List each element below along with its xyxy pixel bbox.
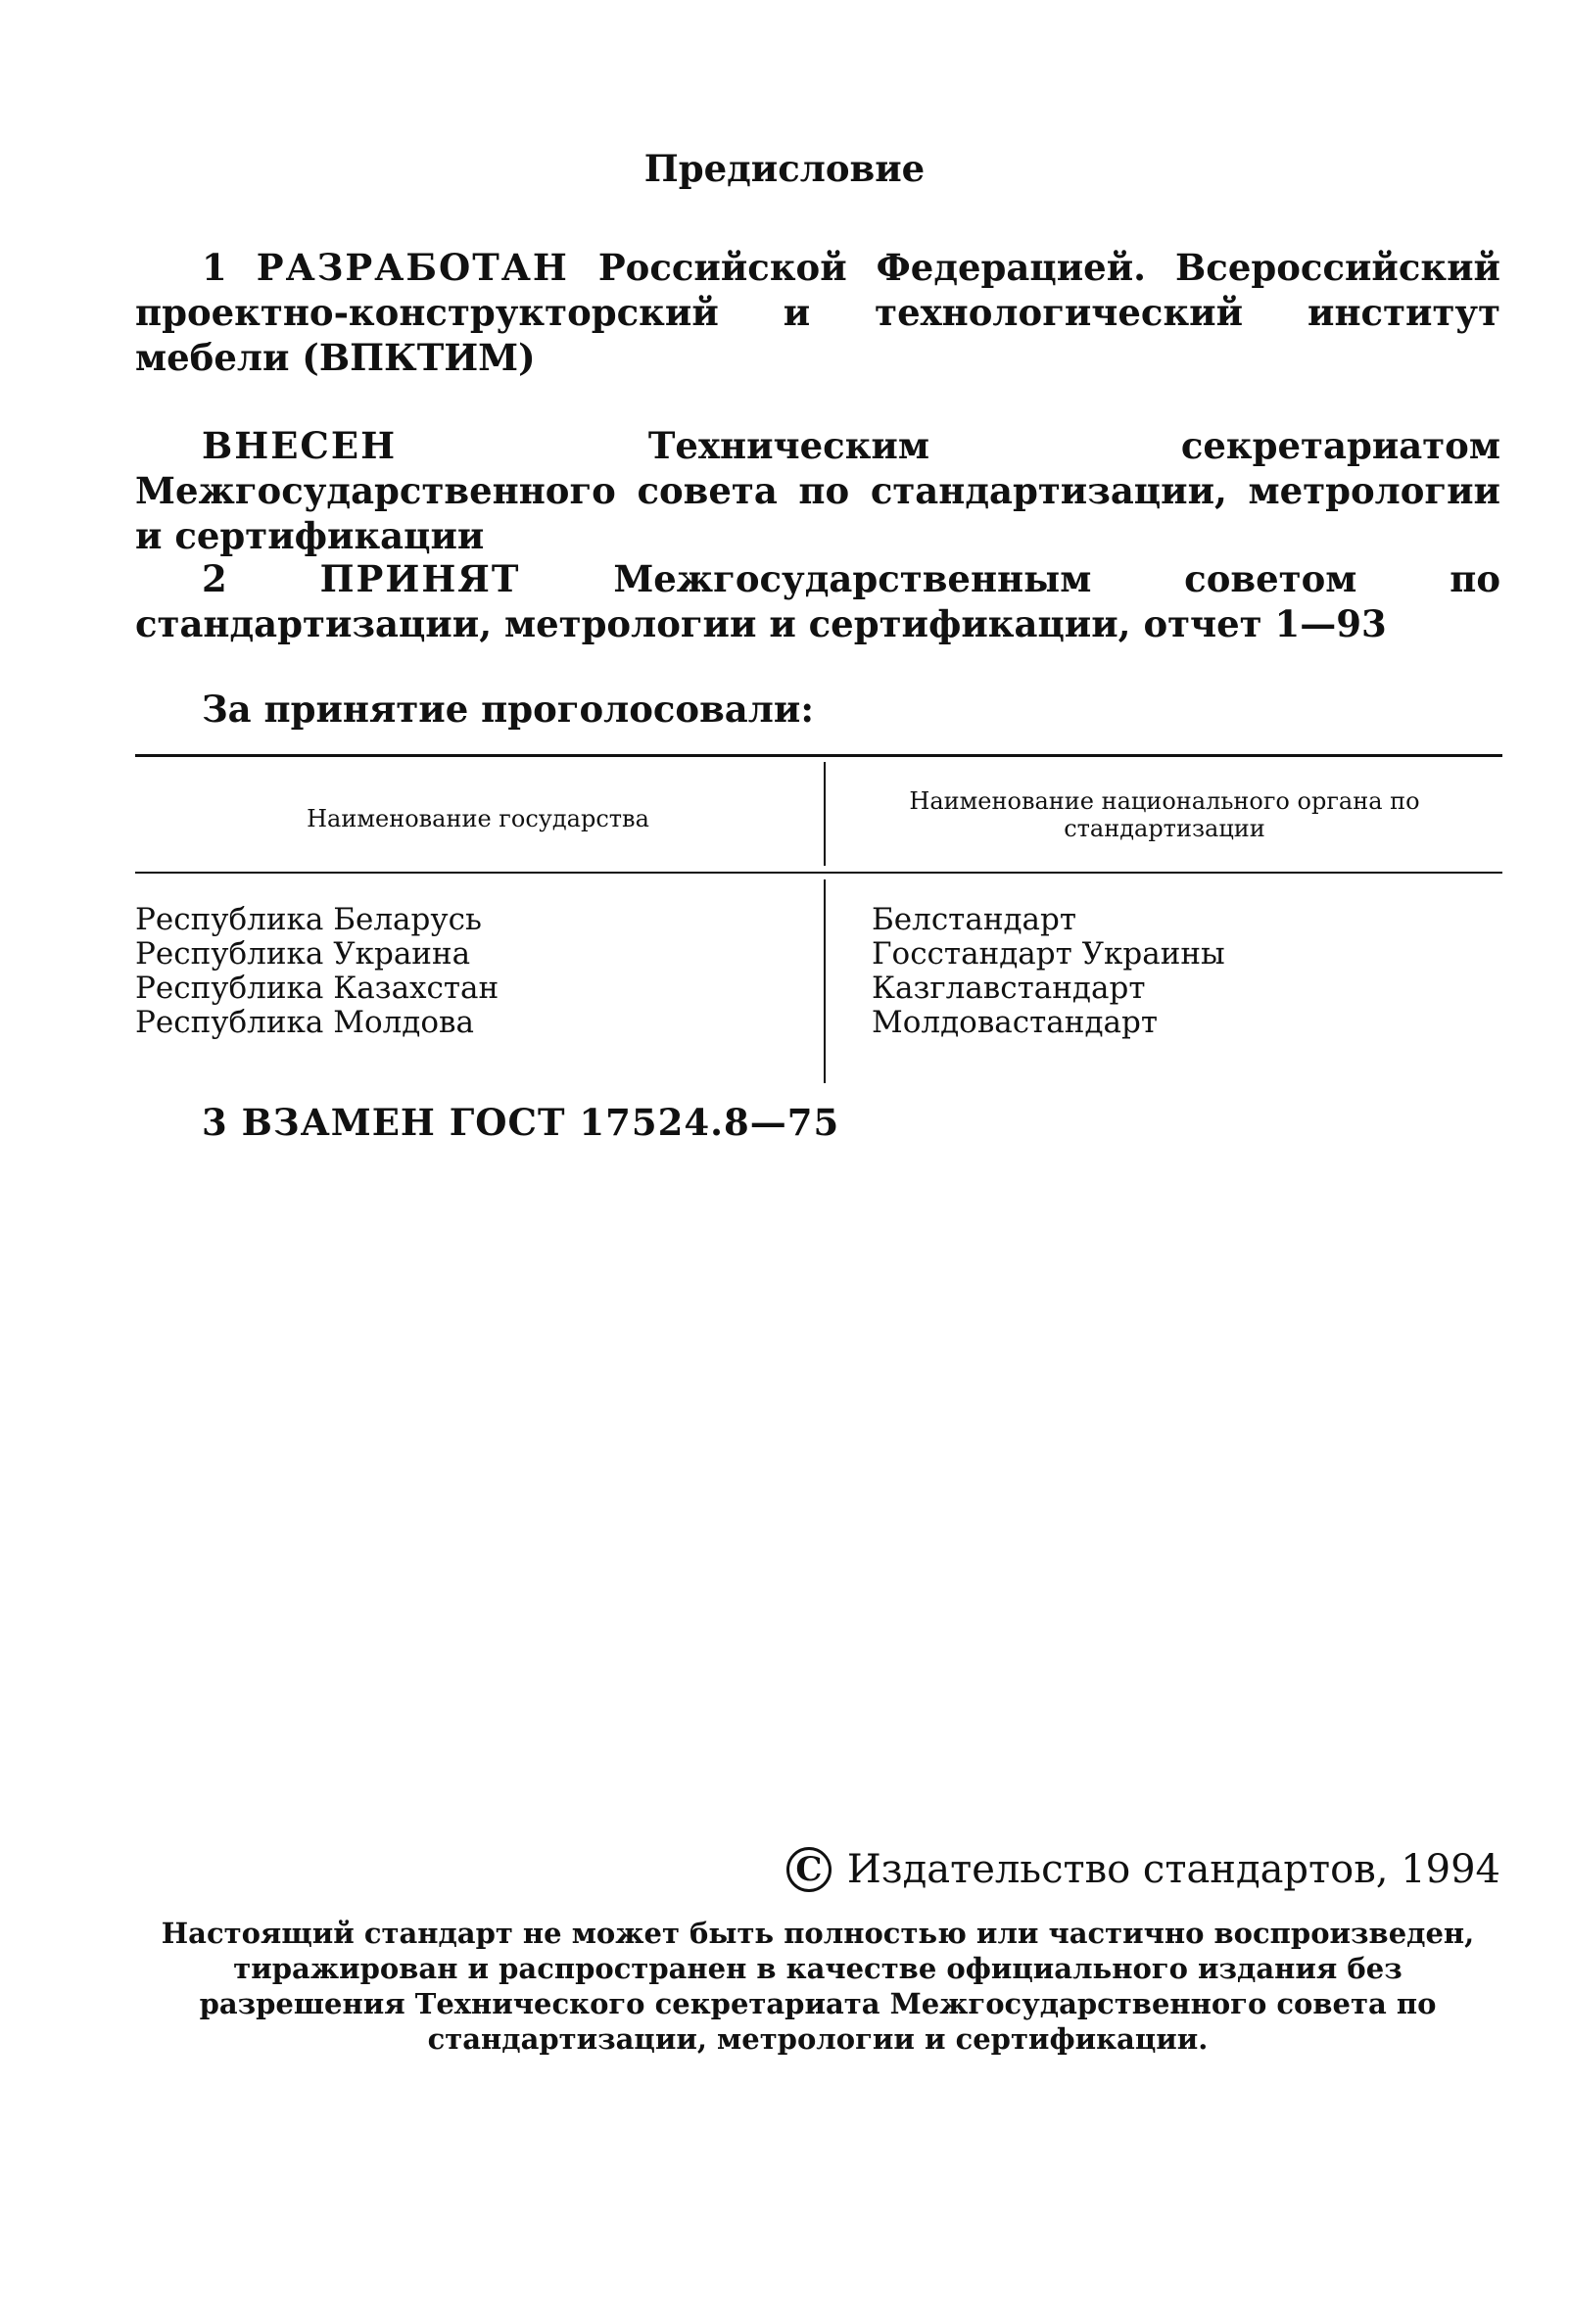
section-text: Техническим секретариатом Межгосударственного совета по стандартизации, метрологии и сертификации <box>135 424 1500 557</box>
section-text: Российской Федерацией. Всероссийский проектно-конструкторский и технологический институт мебели (ВПКТИМ) <box>135 246 1500 379</box>
copyright-icon: C <box>786 1847 832 1892</box>
table-top-rule <box>135 754 1502 757</box>
table-column-states <box>135 903 499 1040</box>
table-cell-body: Казглавстандарт <box>872 971 1146 1006</box>
section-number: 1 <box>202 246 227 289</box>
voting-table <box>135 754 1502 1083</box>
section-keyword: ВНЕСЕН <box>202 424 398 467</box>
copyright-line <box>786 1847 1500 1892</box>
section-text: ВЗАМЕН ГОСТ 17524.8—75 <box>241 1101 840 1144</box>
section-submitted <box>135 423 1500 558</box>
section-text: Межгосударственным советом по стандартизации, метрологии и сертификации, отчет 1—93 <box>135 557 1500 645</box>
section-number: 2 <box>202 557 227 600</box>
section-keyword: ПРИНЯТ <box>319 557 521 600</box>
section-keyword: РАЗРАБОТАН <box>256 246 569 289</box>
table-header-state: Наименование государства <box>307 805 649 832</box>
table-cell-state: Республика Казахстан <box>135 971 499 1006</box>
table-header-rule <box>135 872 1502 874</box>
table-header-body: Наименование национального органа по стандартизации <box>909 787 1420 842</box>
table-header-divider <box>824 762 826 866</box>
table-cell-body: Госстандарт Украины <box>872 936 1225 972</box>
votes-label: За принятие проголосовали: <box>202 688 814 731</box>
table-cell-body: Белстандарт <box>872 902 1077 937</box>
section-developed <box>135 245 1500 380</box>
reproduction-notice: Настоящий стандарт не может быть полностью или частично воспроизведен, тиражирован и распространен в качестве официального издания без разрешения Технического секретариата Межгосударственного совета по стандартизации, метрологии и сертификации. <box>161 1917 1475 2056</box>
table-cell-state: Республика Украина <box>135 936 471 972</box>
section-number: 3 <box>202 1101 228 1144</box>
page-title: Предисловие <box>643 147 926 190</box>
section-adopted <box>135 556 1500 646</box>
table-column-bodies <box>872 903 1225 1040</box>
copyright-text: Издательство стандартов, 1994 <box>846 1847 1500 1892</box>
table-cell-body: Молдовастандарт <box>872 1005 1159 1040</box>
table-cell-state: Республика Молдова <box>135 1005 474 1040</box>
table-cell-state: Республика Беларусь <box>135 902 482 937</box>
table-body-divider <box>824 879 826 1083</box>
section-replaces <box>202 1101 839 1144</box>
